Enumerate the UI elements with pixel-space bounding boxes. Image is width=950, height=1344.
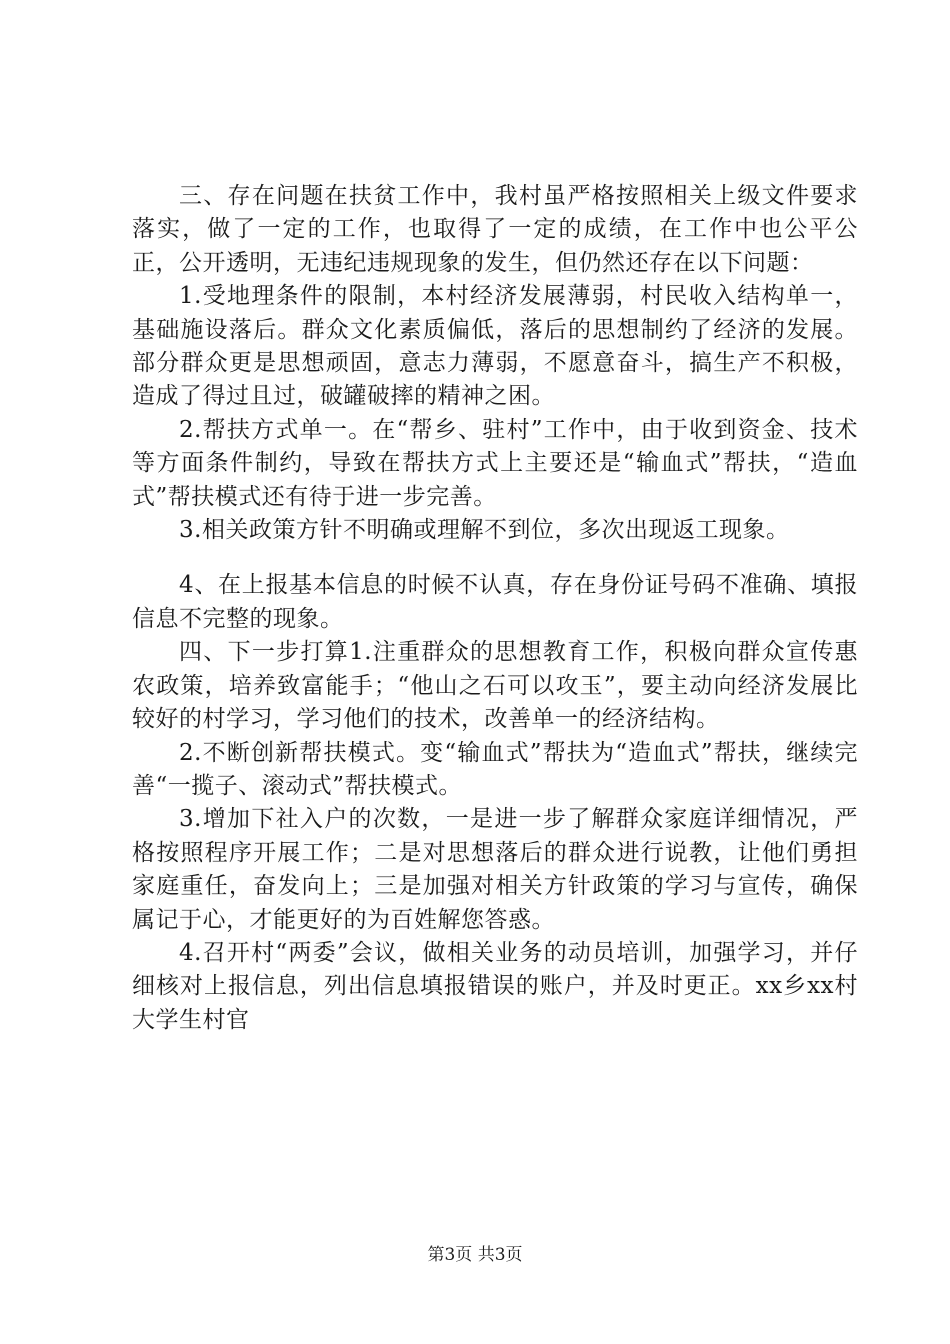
problem-2-paragraph: 2.帮扶方式单一。在“帮乡、驻村”工作中，由于收到资金、技术等方面条件制约，导致在帮扶方式上主要还是“输血式”帮扶，“造血式”帮扶模式还有待于进一步完善。 (132, 416, 858, 510)
plan-3-paragraph: 3.增加下社入户的次数，一是进一步了解群众家庭详细情况，严格按照程序开展工作；二是对思想落后的群众进行说教，让他们勇担家庭重任，奋发向上；三是加强对相关方针政策的学习与宣传，确保属记于心，才能更好的为百姓解您答惑。 (132, 806, 858, 933)
plan-4-paragraph: 4.召开村“两委”会议，做相关业务的动员培训，加强学习，并仔细核对上报信息，列出信息填报错误的账户，并及时更正。xx乡xx村大学生村官 (132, 939, 858, 1033)
paragraph-spacer (132, 547, 858, 569)
problem-4-paragraph: 4、在上报基本信息的时候不认真，存在身份证号码不准确、填报信息不完整的现象。 (132, 572, 858, 632)
section-4-plan-1-paragraph: 四、下一步打算1.注重群众的思想教育工作，积极向群众宣传惠农政策，培养致富能手；“他山之石可以攻玉”，要主动向经济发展比较好的村学习，学习他们的技术，改善单一的经济结构。 (132, 639, 858, 733)
problem-3-paragraph: 3.相关政策方针不明确或理解不到位，多次出现返工现象。 (179, 517, 790, 544)
page-number-footer: 第3页 共3页 (427, 1245, 523, 1265)
plan-2-paragraph: 2.不断创新帮扶模式。变“输血式”帮扶为“造血式”帮扶，继续完善“一揽子、滚动式”帮扶模式。 (132, 739, 858, 799)
section-3-intro-paragraph: 三、存在问题在扶贫工作中，我村虽严格按照相关上级文件要求落实，做了一定的工作，也取得了一定的成绩，在工作中也公平公正，公开透明，无违纪违规现象的发生，但仍然还存在以下问题： (132, 183, 858, 276)
document-body (132, 180, 858, 1037)
problem-1-paragraph: 1.受地理条件的限制，本村经济发展薄弱，村民收入结构单一，基础施设落后。群众文化素质偏低，落后的思想制约了经济的发展。部分群众更是思想顽固，意志力薄弱，不愿意奋斗，搞生产不积极，造成了得过且过，破罐破摔的精神之困。 (132, 283, 858, 410)
